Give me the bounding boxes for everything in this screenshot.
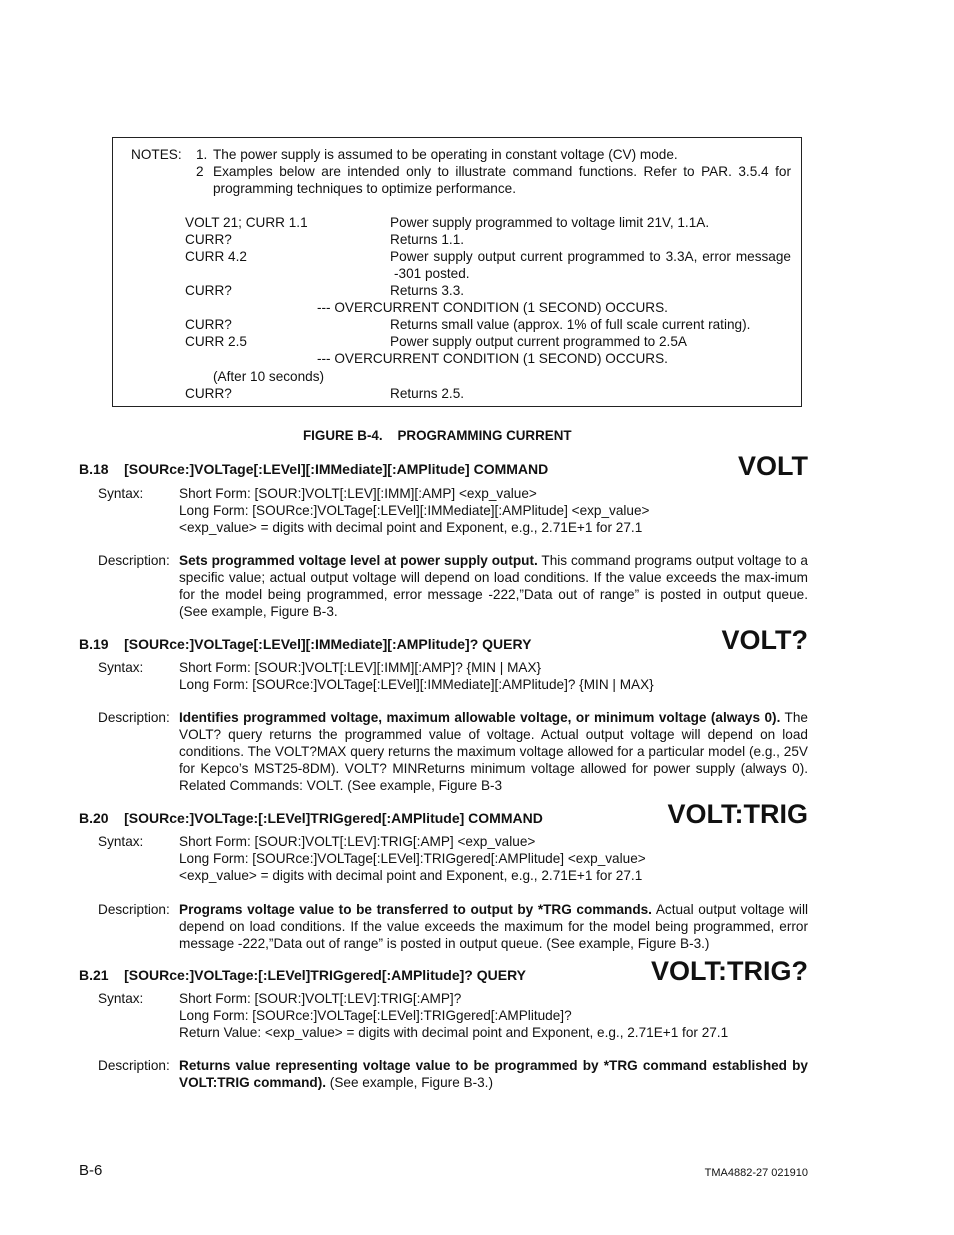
example-desc: Returns 3.3.	[390, 283, 465, 298]
example-desc: Power supply programmed to voltage limit 21V, 1.1A.	[390, 215, 710, 230]
syntax-label: Syntax:	[98, 486, 144, 501]
example-desc: -301 posted.	[394, 266, 470, 281]
note-2-line-1: Examples below are intended only to illustrate command functions. Refer to PAR. 3.5.4 for	[213, 164, 791, 179]
syntax-line: Short Form: [SOUR:]VOLT[:LEV]:TRIG[:AMP] <exp_value>	[179, 834, 536, 849]
example-cmd: (After 10 seconds)	[213, 369, 325, 384]
example-cmd: VOLT 21; CURR 1.1	[185, 215, 308, 230]
example-cmd: CURR?	[185, 232, 232, 247]
syntax-line: <exp_value> = digits with decimal point and Exponent, e.g., 2.71E+1 for 27.1	[179, 520, 643, 535]
note-2-number: 2	[196, 164, 204, 179]
section-heading: B.21 [SOURce:]VOLTage:[:LEVel]TRIGgered[:AMPlitude]? QUERY	[79, 967, 526, 983]
command-keyword: VOLT:TRIG?	[651, 956, 808, 986]
description-label: Description:	[98, 1058, 170, 1073]
description-text	[179, 1057, 808, 1091]
command-keyword: VOLT?	[721, 625, 808, 655]
example-cmd: CURR?	[185, 386, 232, 401]
overcurrent-note: --- OVERCURRENT CONDITION (1 SECOND) OCCURS.	[317, 300, 668, 315]
notes-label: NOTES:	[131, 147, 182, 162]
note-2-line-2: programming techniques to optimize performance.	[213, 181, 516, 196]
example-cmd: CURR 4.2	[185, 249, 247, 264]
description-bold: Sets programmed voltage level at power supply output.	[179, 553, 538, 568]
note-1-text: The power supply is assumed to be operating in constant voltage (CV) mode.	[213, 147, 678, 162]
syntax-line: Long Form: [SOURce:]VOLTage[:LEVel][:IMMediate][:AMPlitude]? {MIN | MAX}	[179, 677, 654, 692]
example-desc: Returns small value (approx. 1% of full scale current rating).	[390, 317, 751, 332]
syntax-label: Syntax:	[98, 991, 144, 1006]
note-1-number: 1.	[196, 147, 208, 162]
example-cmd: CURR?	[185, 283, 232, 298]
command-keyword: VOLT:TRIG	[667, 799, 808, 829]
example-desc: Returns 2.5.	[390, 386, 465, 401]
figure-caption: FIGURE B-4. PROGRAMMING CURRENT	[303, 428, 572, 443]
description-rest: The VOLT? query returns the programmed value of voltage. Actual output voltage will depend on load conditions. The VOLT?MAX query returns the maximum voltage allowed for a particular model (e.g., 25V for Kepco’s MST25-8DM). VOLT? MINReturns minimum voltage allowed for power supply (always 0). Related Commands: VOLT. (See example, Figure B-3	[179, 710, 808, 793]
document-number: TMA4882-27 021910	[704, 1167, 808, 1179]
syntax-line: Short Form: [SOUR:]VOLT[:LEV]:TRIG[:AMP]?	[179, 991, 462, 1006]
description-rest: (See example, Figure B-3.)	[326, 1075, 493, 1090]
overcurrent-note: --- OVERCURRENT CONDITION (1 SECOND) OCCURS.	[317, 351, 668, 366]
syntax-line: Short Form: [SOUR:]VOLT[:LEV][:IMM][:AMP]? {MIN | MAX}	[179, 660, 542, 675]
description-rest: Actual output voltage will depend on load conditions. If the value exceeds the maximum for the model being programmed, error message -222,”Data out of range” is posted in output queue. (See example, Figure B-3.)	[179, 902, 808, 951]
description-label: Description:	[98, 553, 170, 568]
example-desc: Power supply output current programmed to 3.3A, error message	[390, 249, 791, 264]
description-bold: Programs voltage value to be transferred to output by *TRG commands.	[179, 902, 652, 917]
description-label: Description:	[98, 710, 170, 725]
command-keyword: VOLT	[738, 451, 808, 481]
page-number: B-6	[79, 1162, 103, 1179]
syntax-line: Long Form: [SOURce:]VOLTage[:LEVel]:TRIGgered[:AMPlitude]?	[179, 1008, 572, 1023]
section-heading: B.18 [SOURce:]VOLTage[:LEVel][:IMMediate][:AMPlitude] COMMAND	[79, 461, 549, 477]
example-desc: Power supply output current programmed to 2.5A	[390, 334, 687, 349]
description-label: Description:	[98, 902, 170, 917]
example-cmd: CURR?	[185, 317, 232, 332]
description-text	[179, 552, 808, 620]
description-text	[179, 709, 808, 794]
syntax-label: Syntax:	[98, 660, 144, 675]
description-rest: This command programs output voltage to a specific value; actual output voltage will depend on load conditions. If the value exceeds the max-imum for the model being programmed, error message -222,”Data out of range” is posted in output queue. (See example, Figure B-3.	[179, 553, 808, 619]
syntax-label: Syntax:	[98, 834, 144, 849]
syntax-line: <exp_value> = digits with decimal point and Exponent, e.g., 2.71E+1 for 27.1	[179, 868, 643, 883]
example-desc: Returns 1.1.	[390, 232, 465, 247]
description-bold: Returns value representing voltage value to be programmed by *TRG command established by VOLT:TRIG command).	[179, 1058, 808, 1090]
section-heading: B.19 [SOURce:]VOLTage[:LEVel][:IMMediate][:AMPlitude]? QUERY	[79, 636, 532, 652]
syntax-line: Long Form: [SOURce:]VOLTage[:LEVel][:IMMediate][:AMPlitude] <exp_value>	[179, 503, 650, 518]
description-text	[179, 901, 808, 952]
syntax-line: Return Value: <exp_value> = digits with decimal point and Exponent, e.g., 2.71E+1 for 27.1	[179, 1025, 729, 1040]
example-cmd: CURR 2.5	[185, 334, 247, 349]
section-heading: B.20 [SOURce:]VOLTage:[:LEVel]TRIGgered[:AMPlitude] COMMAND	[79, 810, 543, 826]
description-bold: Identifies programmed voltage, maximum allowable voltage, or minimum voltage (always 0).	[179, 710, 781, 725]
syntax-line: Short Form: [SOUR:]VOLT[:LEV][:IMM][:AMP] <exp_value>	[179, 486, 537, 501]
syntax-line: Long Form: [SOURce:]VOLTage[:LEVel]:TRIGgered[:AMPlitude] <exp_value>	[179, 851, 646, 866]
